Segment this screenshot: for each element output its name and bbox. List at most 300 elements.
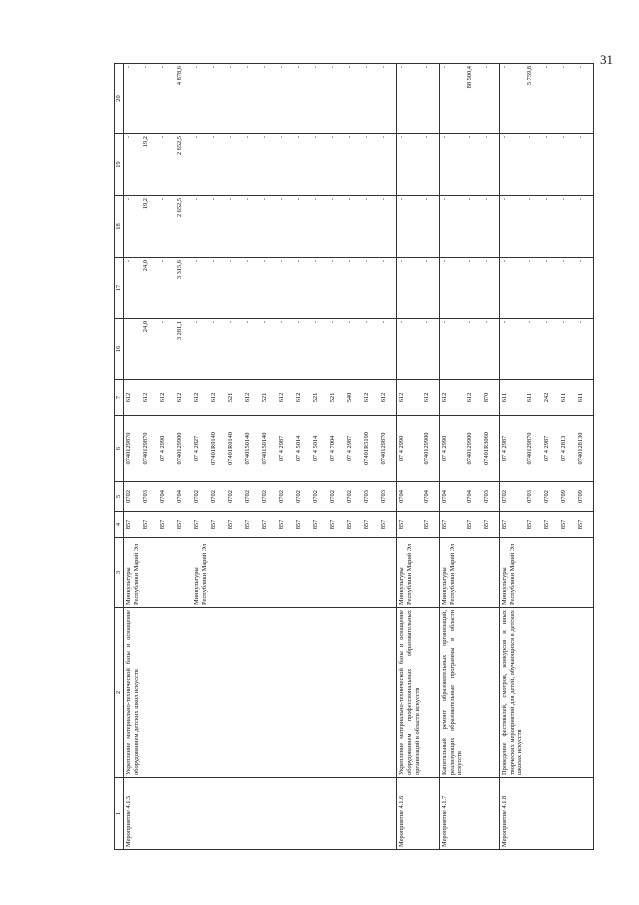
table-cell-c7: 611 <box>559 380 576 416</box>
table-cell-c3: Минкультуры Республики Марий Эл <box>192 538 209 608</box>
column-header: 6 <box>115 416 124 482</box>
table-cell-c19: - <box>559 134 576 196</box>
table-cell-c2 <box>141 608 158 778</box>
table-cell-c18: - <box>294 196 311 258</box>
table-cell-c1: Мероприятие 4.1.7 <box>440 778 465 850</box>
table-cell-c2 <box>311 608 328 778</box>
table-cell-c2 <box>465 608 482 778</box>
table-cell-c16 <box>124 319 142 380</box>
table-container <box>114 64 584 850</box>
table-cell-c7: 612 <box>209 380 226 416</box>
table-cell-c16: - <box>422 319 440 380</box>
table-cell-c7: 612 <box>243 380 260 416</box>
table-row <box>260 64 277 850</box>
table-cell-c1 <box>141 778 158 850</box>
table-cell-c18: - <box>345 196 362 258</box>
table-cell-c5: 0702 <box>311 482 328 512</box>
table-cell-c5: 0704 <box>158 482 175 512</box>
table-cell-c1 <box>311 778 328 850</box>
table-row <box>277 64 294 850</box>
table-row <box>397 64 422 850</box>
table-cell-c5: 0704 <box>175 482 192 512</box>
table-cell-c6: 0740129900 <box>465 416 482 482</box>
table-cell-c16: - <box>499 319 524 380</box>
table-cell-c19: - <box>260 134 277 196</box>
table-cell-c18: - <box>243 196 260 258</box>
table-cell-c17: - <box>260 258 277 319</box>
table-cell-c4: 857 <box>379 512 397 538</box>
table-cell-c20: - <box>192 64 209 134</box>
table-cell-c17: - <box>499 258 524 319</box>
table-cell-c6: 0740150140 <box>260 416 277 482</box>
column-header: 17 <box>115 258 124 319</box>
table-cell-c1 <box>559 778 576 850</box>
table-cell-c20: - <box>576 64 594 134</box>
table-cell-c5: 0702 <box>294 482 311 512</box>
table-cell-c16: - <box>379 319 397 380</box>
table-cell-c4: 857 <box>328 512 345 538</box>
table-row <box>576 64 594 850</box>
table-cell-c20: 88 500,4 <box>465 64 482 134</box>
table-cell-c1 <box>294 778 311 850</box>
table-row <box>379 64 397 850</box>
table-cell-c2 <box>362 608 379 778</box>
table-cell-c19: - <box>397 134 422 196</box>
table-cell-c3 <box>345 538 362 608</box>
table-cell-c6: 0740129870 <box>124 416 142 482</box>
table-cell-c20: - <box>559 64 576 134</box>
table-cell-c4: 857 <box>124 512 142 538</box>
table-cell-c5: 0702 <box>542 482 559 512</box>
table-cell-c4: 857 <box>345 512 362 538</box>
table-cell-c2 <box>209 608 226 778</box>
column-header: 4 <box>115 512 124 538</box>
table-cell-c1 <box>192 778 209 850</box>
table-cell-c1 <box>277 778 294 850</box>
table-cell-c20: - <box>542 64 559 134</box>
table-cell-c17: - <box>542 258 559 319</box>
table-cell-c19: - <box>345 134 362 196</box>
table-cell-c7: 521 <box>226 380 243 416</box>
table-cell-c20: - <box>422 64 440 134</box>
table-cell-c6: 07 4 5014 <box>311 416 328 482</box>
table-cell-c4: 857 <box>559 512 576 538</box>
table-cell-c3: Минкультуры Республики Марий Эл <box>397 538 422 608</box>
table-cell-c6: 0740128130 <box>576 416 594 482</box>
table-cell-c7: 612 <box>362 380 379 416</box>
table-cell-c16: - <box>345 319 362 380</box>
table-cell-c16: - <box>209 319 226 380</box>
table-cell-c18: - <box>260 196 277 258</box>
table-cell-c18: - <box>209 196 226 258</box>
table-cell-c3 <box>294 538 311 608</box>
table-cell-c6: 07401R0140 <box>226 416 243 482</box>
table-cell-c17: - <box>124 258 142 319</box>
table-cell-c2 <box>559 608 576 778</box>
table-cell-c17: - <box>559 258 576 319</box>
column-header: 19 <box>115 134 124 196</box>
table-cell-c6: 07 4 2990 <box>158 416 175 482</box>
table-cell-c1: Мероприятие 4.1.5 <box>124 778 142 850</box>
table-cell-c18: - <box>525 196 542 258</box>
column-header: 18 <box>115 196 124 258</box>
table-cell-c4: 857 <box>209 512 226 538</box>
table-cell-c3 <box>379 538 397 608</box>
table-cell-c16: - <box>328 319 345 380</box>
table-cell-c17: 3 315,6 <box>175 258 192 319</box>
table-cell-c7: 540 <box>345 380 362 416</box>
table-cell-c20: - <box>499 64 524 134</box>
table-cell-c4: 857 <box>192 512 209 538</box>
table-cell-c19: - <box>576 134 594 196</box>
table-cell-c1 <box>260 778 277 850</box>
table-cell-c7: 612 <box>277 380 294 416</box>
table-cell-c6: 07401R5190 <box>362 416 379 482</box>
table-cell-c6: 07 4 2987 <box>345 416 362 482</box>
table-cell-c4: 857 <box>158 512 175 538</box>
table-cell-c2 <box>226 608 243 778</box>
table-cell-c17: - <box>209 258 226 319</box>
table-cell-c1 <box>328 778 345 850</box>
table-cell-c4: 857 <box>141 512 158 538</box>
table-cell-c20: - <box>226 64 243 134</box>
table-cell-c4: 857 <box>243 512 260 538</box>
table-cell-c17: - <box>362 258 379 319</box>
table-cell-c18: - <box>499 196 524 258</box>
table-cell-c4: 857 <box>576 512 594 538</box>
table-cell-c5: 0703 <box>141 482 158 512</box>
column-header: 2 <box>115 608 124 778</box>
table-cell-c18: - <box>465 196 482 258</box>
table-cell-c2 <box>328 608 345 778</box>
table-cell-c16: 3 281,1 <box>175 319 192 380</box>
table-cell-c20: 4 878,6 <box>175 64 192 134</box>
table-cell-c5: 0702 <box>209 482 226 512</box>
table-cell-c18: - <box>542 196 559 258</box>
table-cell-c18: - <box>559 196 576 258</box>
column-header: 20 <box>115 64 124 134</box>
table-cell-c5: 0702 <box>345 482 362 512</box>
table-cell-c5: 0709 <box>559 482 576 512</box>
table-cell-c2 <box>542 608 559 778</box>
table-cell-c5: 0702 <box>328 482 345 512</box>
table-cell-c18: 2 652,5 <box>175 196 192 258</box>
table-row <box>192 64 209 850</box>
table-cell-c19: 19,2 <box>141 134 158 196</box>
table-cell-c7: 611 <box>576 380 594 416</box>
table-row <box>158 64 175 850</box>
table-cell-c3 <box>158 538 175 608</box>
table-cell-c17: - <box>422 258 440 319</box>
table-cell-c20: - <box>482 64 500 134</box>
table-cell-c5: 0704 <box>397 482 422 512</box>
table-cell-c5: 0704 <box>422 482 440 512</box>
table-cell-c3: Минкультуры Республики Марий Эл <box>440 538 465 608</box>
table-cell-c3 <box>311 538 328 608</box>
table-cell-c1 <box>243 778 260 850</box>
table-cell-c20: - <box>124 64 142 134</box>
table-cell-c18: - <box>277 196 294 258</box>
table-cell-c6: 0740129870 <box>525 416 542 482</box>
table-cell-c20: 5 759,8 <box>525 64 542 134</box>
table-cell-c16: - <box>226 319 243 380</box>
table-cell-c16: 24,0 <box>141 319 158 380</box>
table-cell-c17: - <box>525 258 542 319</box>
header-row <box>115 64 124 850</box>
table-cell-c6: 07 4 2987 <box>542 416 559 482</box>
table-cell-c1: Мероприятие 4.1.8 <box>499 778 524 850</box>
table-cell-c19: - <box>499 134 524 196</box>
table-cell-c19: - <box>525 134 542 196</box>
table-cell-c18: - <box>440 196 465 258</box>
table-cell-c4: 857 <box>482 512 500 538</box>
table-row <box>141 64 158 850</box>
table-cell-c18: - <box>226 196 243 258</box>
table-body <box>124 64 594 850</box>
table-cell-c5: 0702 <box>499 482 524 512</box>
table-cell-c19: - <box>328 134 345 196</box>
table-cell-c18: - <box>362 196 379 258</box>
table-cell-c20: - <box>311 64 328 134</box>
table-cell-c2 <box>525 608 542 778</box>
table-cell-c16: - <box>243 319 260 380</box>
table-cell-c20: - <box>345 64 362 134</box>
table-cell-c5: 0704 <box>440 482 465 512</box>
table-cell-c3 <box>243 538 260 608</box>
table-cell-c20: - <box>362 64 379 134</box>
table-cell-c5: 0702 <box>277 482 294 512</box>
column-header: 7 <box>115 380 124 416</box>
table-cell-c17: 24,0 <box>141 258 158 319</box>
table-cell-c5: 0702 <box>124 482 142 512</box>
table-cell-c20: - <box>379 64 397 134</box>
table-cell-c5: 0702 <box>260 482 277 512</box>
table-cell-c4: 857 <box>422 512 440 538</box>
table-cell-c7: 612 <box>158 380 175 416</box>
table-cell-c6: 07401R0140 <box>209 416 226 482</box>
table-cell-c4: 857 <box>362 512 379 538</box>
table-cell-c16: - <box>192 319 209 380</box>
table-cell-c18: - <box>397 196 422 258</box>
table-cell-c5: 0703 <box>362 482 379 512</box>
table-cell-c3 <box>576 538 594 608</box>
table-row <box>311 64 328 850</box>
table-cell-c19: - <box>422 134 440 196</box>
table-row <box>525 64 542 850</box>
table-cell-c3 <box>362 538 379 608</box>
table-cell-c1 <box>542 778 559 850</box>
table-row <box>482 64 500 850</box>
table-cell-c17: - <box>576 258 594 319</box>
table-cell-c17: - <box>311 258 328 319</box>
table-cell-c17: - <box>465 258 482 319</box>
table-cell-c7: 611 <box>499 380 524 416</box>
table-cell-c6: 07 4 2990 <box>440 416 465 482</box>
table-cell-c2: Укрепление материально-технической базы и оснащение оборудованием профессиональных образовательных организаций в области искусств <box>397 608 422 778</box>
table-cell-c6: 07 4 2813 <box>559 416 576 482</box>
table-cell-c5: 0702 <box>243 482 260 512</box>
table-row <box>328 64 345 850</box>
table-cell-c3 <box>175 538 192 608</box>
table-cell-c7: 242 <box>542 380 559 416</box>
table-cell-c4: 857 <box>260 512 277 538</box>
table-cell-c20: - <box>294 64 311 134</box>
table-cell-c18: - <box>379 196 397 258</box>
table-cell-c19: - <box>226 134 243 196</box>
table-cell-c16: - <box>397 319 422 380</box>
table-cell-c2: Укрепление материально-технической базы и оснащение оборудованием детских школ искусств <box>124 608 142 778</box>
table-cell-c2 <box>576 608 594 778</box>
table-cell-c2 <box>175 608 192 778</box>
table-cell-c18: 19,2 <box>141 196 158 258</box>
table-row <box>542 64 559 850</box>
table-cell-c18: - <box>482 196 500 258</box>
table-cell-c16: - <box>440 319 465 380</box>
table-cell-c1 <box>158 778 175 850</box>
table-cell-c5: 0702 <box>226 482 243 512</box>
table-cell-c17: - <box>294 258 311 319</box>
table-cell-c18: - <box>422 196 440 258</box>
table-cell-c1 <box>379 778 397 850</box>
table-cell-c6: 07 4 2990 <box>397 416 422 482</box>
column-header: 1 <box>115 778 124 850</box>
table-cell-c4: 857 <box>277 512 294 538</box>
table-cell-c19: - <box>209 134 226 196</box>
table-cell-c6: 07 4 5014 <box>294 416 311 482</box>
table-cell-c7: 612 <box>124 380 142 416</box>
table-cell-c18: - <box>311 196 328 258</box>
table-cell-c2 <box>277 608 294 778</box>
table-row <box>362 64 379 850</box>
table-cell-c4: 857 <box>311 512 328 538</box>
table-cell-c3 <box>542 538 559 608</box>
table-cell-c1 <box>209 778 226 850</box>
table-cell-c19: - <box>192 134 209 196</box>
table-cell-c18: - <box>124 196 142 258</box>
table-cell-c7: 611 <box>525 380 542 416</box>
table-cell-c4: 857 <box>226 512 243 538</box>
table-cell-c16: - <box>158 319 175 380</box>
table-cell-c2: Проведение фестивалей, смотров, конкурсов и иных творческих мероприятий для детей, обучающихся в детских школах искусств <box>499 608 524 778</box>
table-cell-c4: 857 <box>499 512 524 538</box>
table-cell-c7: 612 <box>379 380 397 416</box>
table-cell-c17: - <box>243 258 260 319</box>
table-cell-c16: - <box>542 319 559 380</box>
table-row <box>345 64 362 850</box>
table-cell-c2 <box>422 608 440 778</box>
table-cell-c7: 612 <box>192 380 209 416</box>
table-cell-c1 <box>422 778 440 850</box>
table-cell-c3 <box>209 538 226 608</box>
table-cell-c20: - <box>243 64 260 134</box>
table-cell-c2 <box>243 608 260 778</box>
table-cell-c6: 0740129900 <box>422 416 440 482</box>
table-cell-c3 <box>559 538 576 608</box>
table-cell-c4: 857 <box>542 512 559 538</box>
table-row <box>209 64 226 850</box>
table-cell-c16: - <box>482 319 500 380</box>
table-cell-c4: 857 <box>440 512 465 538</box>
table-row <box>499 64 524 850</box>
table-cell-c5: 0703 <box>379 482 397 512</box>
table-cell-c2 <box>379 608 397 778</box>
table-cell-c4: 857 <box>175 512 192 538</box>
table-cell-c16: - <box>311 319 328 380</box>
table-cell-c19: - <box>465 134 482 196</box>
table-cell-c17: - <box>379 258 397 319</box>
table-cell-c18: - <box>192 196 209 258</box>
table-cell-c16: - <box>559 319 576 380</box>
table-cell-c6: 07 4 7004 <box>328 416 345 482</box>
table-cell-c6: 07 4 2987 <box>499 416 524 482</box>
table-cell-c16: - <box>294 319 311 380</box>
table-row <box>243 64 260 850</box>
table-cell-c17: - <box>328 258 345 319</box>
table-cell-c18: - <box>328 196 345 258</box>
table-cell-c1: Мероприятие 4.1.6 <box>397 778 422 850</box>
table-cell-c7: 612 <box>294 380 311 416</box>
table-cell-c1 <box>482 778 500 850</box>
table-cell-c6: 0740129870 <box>379 416 397 482</box>
table-cell-c16: - <box>525 319 542 380</box>
table-cell-c20: - <box>209 64 226 134</box>
table-cell-c17: - <box>482 258 500 319</box>
table-cell-c5: 0703 <box>482 482 500 512</box>
table-cell-c2 <box>482 608 500 778</box>
table-cell-c7: 870 <box>482 380 500 416</box>
table-cell-c17: - <box>226 258 243 319</box>
table-cell-c19: - <box>277 134 294 196</box>
table-cell-c7: 612 <box>465 380 482 416</box>
page-number: 31 <box>600 52 613 67</box>
table-cell-c1 <box>345 778 362 850</box>
table-cell-c2 <box>294 608 311 778</box>
table-cell-c19: - <box>482 134 500 196</box>
table-cell-c5: 0702 <box>192 482 209 512</box>
table-cell-c7: 612 <box>175 380 192 416</box>
table-cell-c18: - <box>576 196 594 258</box>
table-cell-c2 <box>158 608 175 778</box>
table-cell-c1 <box>226 778 243 850</box>
table-cell-c4: 857 <box>397 512 422 538</box>
table-cell-c19: - <box>362 134 379 196</box>
table-cell-c19: - <box>158 134 175 196</box>
table-row <box>124 64 142 850</box>
column-header: 16 <box>115 319 124 380</box>
table-cell-c19: 2 652,5 <box>175 134 192 196</box>
table-cell-c2 <box>260 608 277 778</box>
table-cell-c19: - <box>440 134 465 196</box>
table-cell-c3 <box>141 538 158 608</box>
table-cell-c7: 612 <box>422 380 440 416</box>
table-cell-c19: - <box>311 134 328 196</box>
table-cell-c1 <box>525 778 542 850</box>
table-cell-c3 <box>226 538 243 608</box>
table-cell-c17: - <box>277 258 294 319</box>
table-cell-c17: - <box>397 258 422 319</box>
table-cell-c2 <box>192 608 209 778</box>
table-cell-c20: - <box>397 64 422 134</box>
table-cell-c18: - <box>158 196 175 258</box>
table-cell-c17: - <box>440 258 465 319</box>
table-cell-c5: 0709 <box>576 482 594 512</box>
table-cell-c16: - <box>277 319 294 380</box>
column-header: 5 <box>115 482 124 512</box>
table-cell-c19: - <box>379 134 397 196</box>
table-row <box>226 64 243 850</box>
table-cell-c19: - <box>243 134 260 196</box>
table-cell-c3: Минкультуры Республики Марий Эл <box>124 538 142 608</box>
